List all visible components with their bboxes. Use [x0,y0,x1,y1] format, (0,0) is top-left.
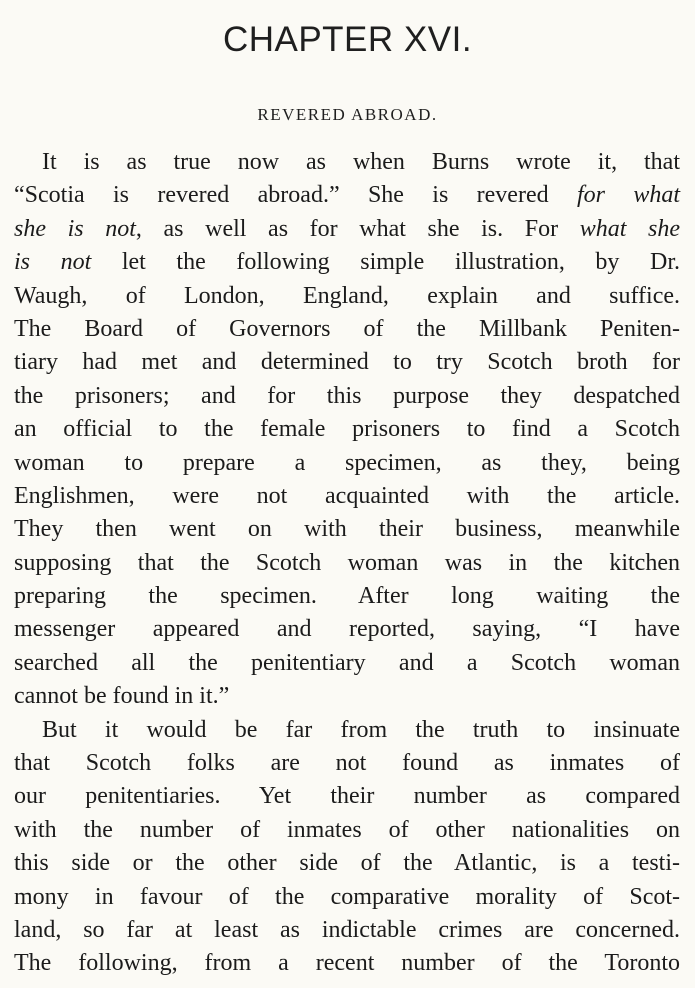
text-line: that Scotch folks are not found as inmates of [14,750,680,777]
text-line: The following, from a recent number of the Toronto [14,950,680,977]
text-line: woman to prepare a specimen, as they, being [14,449,680,476]
text-line: she is not, as well as for what she is. For what she [14,215,681,242]
chapter-heading: CHAPTER XVI. [222,20,473,59]
text-line: preparing the specimen. After long waiting the [14,583,680,610]
text-line: Englishmen, were not acquainted with the article. [14,482,680,509]
text-line: “Scotia is revered abroad.” She is revered for what [14,182,681,209]
text-line: tiary had met and determined to try Scotch broth for [14,349,680,376]
text-line: mony in favour of the comparative morality of Scot- [14,883,680,910]
text-line: supposing that the Scotch woman was in the kitchen [14,549,680,576]
text-line: messenger appeared and reported, saying, “I have [14,616,680,643]
text-line: the prisoners; and for this purpose they despatched [14,382,680,409]
text-line: with the number of inmates of other nationalities on [14,816,680,843]
body-text [14,146,680,981]
text-line: It is as true now as when Burns wrote it, that [42,149,680,175]
text-line: But it would be far from the truth to insinuate [42,716,680,743]
text-line: is not let the following simple illustration, by Dr. [14,249,680,276]
text-line: The Board of Governors of the Millbank Peniten- [14,315,680,342]
text-line: cannot be found in it.” [14,683,230,710]
text-line: searched all the penitentiary and a Scotch woman [14,649,680,676]
section-heading: REVERED ABROAD. [257,105,438,124]
text-line: an official to the female prisoners to find a Scotch [14,416,680,443]
text-line: our penitentiaries. Yet their number as compared [14,783,680,810]
text-line: Waugh, of London, England, explain and suffice. [14,282,680,309]
text-line: this side or the other side of the Atlantic, is a testi- [14,850,680,877]
text-line: land, so far at least as indictable crimes are concerned. [14,916,680,943]
text-line: They then went on with their business, meanwhile [14,516,680,543]
